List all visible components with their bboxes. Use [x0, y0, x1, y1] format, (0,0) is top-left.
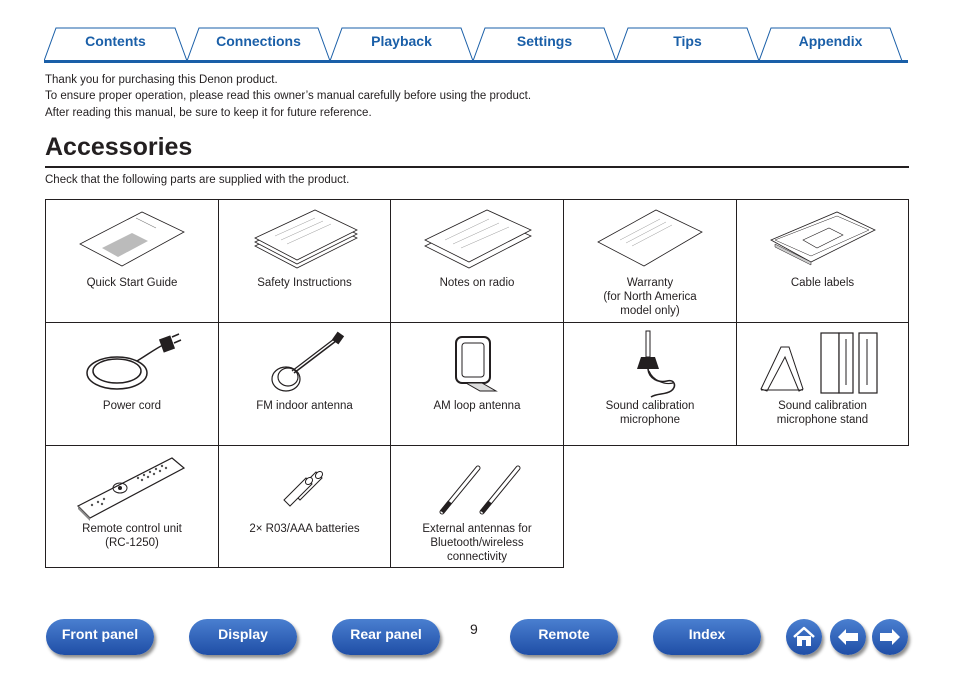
external-antennas-icon	[422, 450, 532, 522]
intro-line: After reading this manual, be sure to keep it for future reference.	[45, 106, 372, 119]
accessory-cell	[218, 199, 391, 323]
accessory-label: Power cord	[102, 400, 162, 412]
tab-bar	[44, 26, 908, 62]
rear-panel-button[interactable]: Rear panel	[332, 619, 440, 655]
intro-line: To ensure proper operation, please read this owner’s manual carefully before using the product.	[45, 90, 532, 103]
microphone-icon	[595, 327, 705, 399]
tab-playback[interactable]: Playback	[371, 33, 432, 49]
home-button[interactable]	[786, 619, 822, 655]
intro-text	[45, 72, 531, 121]
accessory-label: AM loop antenna	[433, 400, 521, 412]
tab-connections[interactable]: Connections	[216, 33, 301, 49]
am-loop-antenna-icon	[422, 327, 532, 399]
tab-appendix[interactable]: Appendix	[798, 33, 863, 49]
tab-tips[interactable]: Tips	[673, 33, 702, 49]
accessory-cell	[390, 322, 564, 446]
tab-contents[interactable]: Contents	[85, 33, 146, 49]
microphone-stand-icon	[743, 327, 903, 399]
tab-settings[interactable]: Settings	[516, 33, 573, 49]
accessory-label: Sound calibration microphone	[605, 400, 695, 426]
page-number: 9	[470, 621, 478, 637]
index-button[interactable]: Index	[653, 619, 761, 655]
section-subtitle: Check that the following parts are supplied with the product.	[45, 174, 350, 186]
power-cord-icon	[77, 327, 187, 399]
accessory-cell	[218, 445, 391, 568]
accessory-cell	[218, 322, 391, 446]
warranty-icon	[590, 204, 710, 274]
accessory-cell	[390, 199, 564, 323]
accessory-cell	[563, 199, 737, 323]
title-divider	[45, 166, 909, 168]
accessory-label: Warranty (for North America model only)	[603, 277, 697, 317]
arrow-right-icon	[872, 619, 908, 655]
home-icon	[786, 619, 822, 655]
accessory-cell	[45, 199, 219, 323]
back-button[interactable]	[830, 619, 866, 655]
intro-line: Thank you for purchasing this Denon product.	[45, 74, 278, 86]
accessory-cell	[45, 445, 219, 568]
accessory-cell	[45, 322, 219, 446]
accessory-label: FM indoor antenna	[256, 400, 353, 412]
accessory-label: External antennas for Bluetooth/wireless connectivity	[422, 523, 532, 563]
forward-button[interactable]	[872, 619, 908, 655]
front-panel-button[interactable]: Front panel	[46, 619, 154, 655]
page-title: Accessories	[45, 133, 193, 161]
accessory-cell	[563, 322, 737, 446]
safety-instructions-icon	[245, 204, 365, 274]
accessory-cell	[390, 445, 564, 568]
accessory-label: 2× R03/AAA batteries	[249, 523, 360, 535]
accessory-cell	[736, 199, 909, 323]
batteries-icon	[250, 450, 360, 522]
accessory-label: Cable labels	[790, 277, 855, 289]
quick-start-guide-icon	[72, 204, 192, 274]
display-button[interactable]: Display	[189, 619, 297, 655]
notes-on-radio-icon	[417, 204, 537, 274]
cable-labels-icon	[763, 204, 883, 274]
arrow-left-icon	[830, 619, 866, 655]
accessory-cell	[736, 322, 909, 446]
remote-button[interactable]: Remote	[510, 619, 618, 655]
accessory-label: Remote control unit (RC-1250)	[82, 523, 182, 549]
accessory-label: Safety Instructions	[257, 277, 352, 289]
remote-control-icon	[72, 450, 192, 522]
accessory-label: Quick Start Guide	[86, 277, 178, 289]
accessory-label: Notes on radio	[439, 277, 515, 289]
accessory-label: Sound calibration microphone stand	[776, 400, 869, 426]
fm-indoor-antenna-icon	[250, 327, 360, 399]
